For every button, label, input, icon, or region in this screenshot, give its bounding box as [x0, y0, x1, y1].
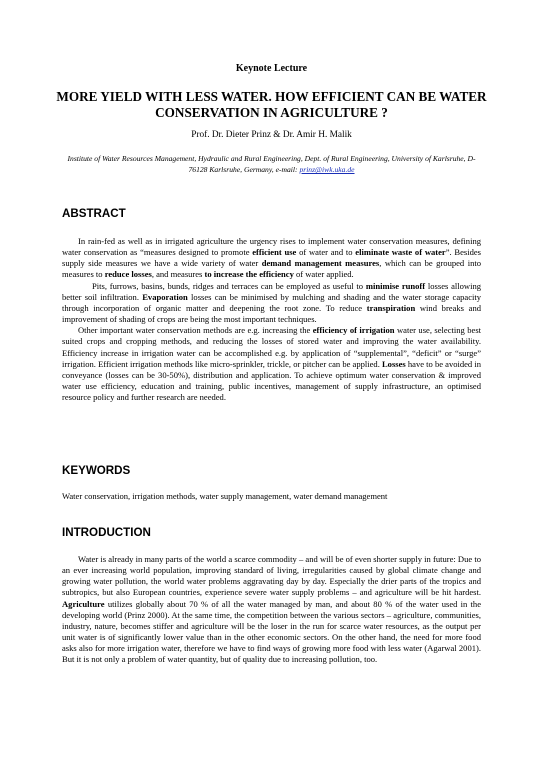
email-link[interactable]: prinz@iwk.uka.de — [299, 165, 355, 174]
bold-phrase: demand management measures — [261, 258, 380, 269]
introduction-paragraph-1 — [62, 554, 481, 666]
affiliation — [66, 153, 477, 175]
abstract-paragraph-2 — [62, 281, 481, 326]
affiliation-text: Institute of Water Resources Management, Hydraulic and Rural Engineering, Dept. of Rural Engineering, University of Karlsruhe, D-76128 Karlsruhe, Germany, e-mail: — [67, 154, 476, 174]
text-run: ”. Besides supply side measures we have a wide variety of water — [62, 247, 481, 269]
text-run: losses allowing better soil infiltration. — [62, 280, 481, 302]
authors-line: Prof. Dr. Dieter Prinz & Dr. Amir H. Malik — [191, 130, 352, 140]
text-run: Water is already in many parts of the world a scarce commodity – and will be of even shorter supply in future: Due to an ever increasing world population, improving standard of living, irregularities caused by global climate change and growing water pollution, the world water problems aggravating day by day. Especially the drier parts of the tropics and subtropics, but also European countries, experience severe water supply problems – and agriculture will be hit hardest. — [62, 554, 481, 598]
text-run: wind breaks and improvement of shading of crops are being the most important techniques. — [62, 302, 482, 325]
lecture-type-label: Keynote Lecture — [235, 63, 308, 74]
text-run: utilizes globally about 70 % of all the water managed by man, and about 80 % of the water used in the developing world (Prinz 2000). At the same time, the competition between the various sectors – agriculture, communities, industry, nature, becomes stiffer and agriculture will be the loser in the run for scarce water resources, as the output per unit water is of significantly lower value than in the other economic sectors. On the other hand, the need for more food asks also for more irrigation water, therefore we have to find ways of growing more food with less water (Agarwal 2001). But it is not only a problem of water quantity, but of quality due to increasing pollution, too. — [62, 598, 481, 665]
text-run: , which can be grouped into measures to — [62, 258, 481, 280]
bold-phrase: Losses — [381, 358, 406, 369]
text-run: In rain-fed as well as in irrigated agriculture the urgency rises to implement water conservation measures, defining water conservation as “measures designed to promote — [62, 236, 481, 258]
abstract-paragraph-1 — [62, 236, 481, 281]
keywords-heading: KEYWORDS — [62, 464, 131, 477]
bold-phrase: to increase the efficiency — [204, 269, 294, 280]
keywords-text: Water conservation, irrigation methods, water supply management, water demand management — [62, 491, 388, 501]
abstract-body — [62, 236, 481, 403]
bold-phrase: Evaporation — [142, 291, 188, 302]
text-run: losses can be minimised by mulching and shading and the water storage capacity through incorporation of organic matter and deepening the root zone. To reduce — [62, 291, 482, 313]
text-run: , and measures — [151, 269, 205, 280]
introduction-heading: INTRODUCTION — [62, 526, 151, 539]
text-run: Other important water conservation methods are e.g. increasing the — [78, 325, 313, 336]
text-run: of water applied. — [293, 269, 354, 280]
text-run: Pits, furrows, basins, bunds, ridges and terraces can be employed as useful to — [92, 280, 366, 291]
abstract-heading: ABSTRACT — [62, 207, 126, 220]
bold-phrase: efficiency of irrigation — [312, 325, 395, 336]
introduction-body — [62, 554, 481, 666]
bold-phrase: minimise runoff — [365, 280, 426, 291]
bold-phrase: reduce losses — [104, 269, 152, 280]
bold-phrase: Agriculture — [62, 598, 105, 609]
text-run: have to be avoided in conveyance (losses can be 30-50%), distribution and application. To achieve optimum water conservation & improved water use efficiency, education and training, public incentives, management of supply infrastructure, an optimised resource policy and further research are needed. — [62, 358, 481, 403]
abstract-paragraph-3 — [62, 325, 481, 403]
paper-title: MORE YIELD WITH LESS WATER. HOW EFFICIENT CAN BE WATER CONSERVATION IN AGRICULTURE ? — [56, 89, 487, 120]
bold-phrase: efficient use — [252, 247, 297, 258]
text-run: water use, selecting best suited crops and cropping methods, and reducing the losses of stored water and improving the water availability. Efficiency increase in irrigation water can be accomplished e.g. by application of “supplemental”, “deficit” or “surge” irrigation. Efficient irrigation methods like micro-sprinkler, trickle, or pitcher can be applied. — [62, 325, 482, 369]
bold-phrase: eliminate waste of water — [355, 247, 446, 258]
bold-phrase: transpiration — [366, 302, 416, 313]
text-run: of water and to — [296, 247, 356, 258]
